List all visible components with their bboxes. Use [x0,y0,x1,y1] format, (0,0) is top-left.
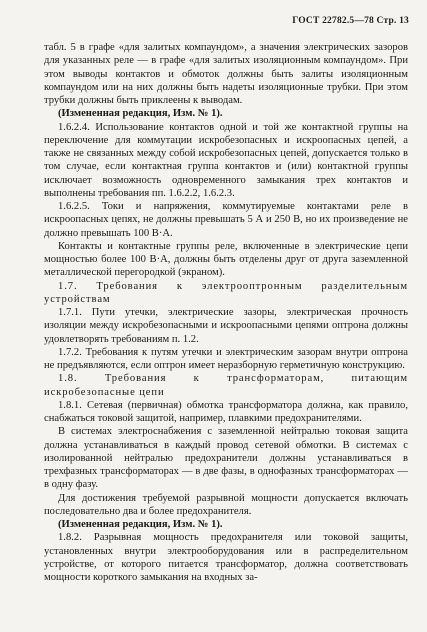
section-heading: 1.7. Требования к электрооптронным разделительным устройствам [44,280,408,305]
body-paragraph: 1.7.2. Требования к путям утечки и электрическим зазорам внутри оптрона не предъявляются, если оптрон имеет неразборную герметичную конструкцию. [44,346,408,371]
body-paragraph: Контакты и контактные группы реле, включенные в электрические цепи мощностью более 100 В·А, должны быть отделены друг от друга заземленной металлической перегородкой (экраном). [44,240,408,279]
body-paragraph: 1.7.1. Пути утечки, электрические зазоры, электрическая прочность изоляции между искробезопасными и искроопасными цепями оптрона должны удовлетворять требованиям п. 1.2. [44,307,408,345]
body-paragraph: 1.8.1. Сетевая (первичная) обмотка трансформатора должна, как правило, снабжаться токовой защитой, например, плавкими предохранителями. [44,399,408,424]
body-paragraph: 1.6.2.5. Токи и напряжения, коммутируемые контактами реле в искроопасных цепях, не должны превышать 5 А и 250 В, но их произведение не должно превышать 100 В·А. [44,201,408,239]
amendment-note: (Измененная редакция, Изм. № 1). [58,519,223,530]
section-heading: 1.8. Требования к трансформаторам, питающим искробезопасные цепи [44,373,408,398]
body-paragraph: В системах электроснабжения с заземленной нейтралью токовая защита должна устанавливаться в каждый провод сетевой обмотки. В системах с изолированной нейтралью предохранители должны устанавливаться в трехфазных трансформаторах — в две фазы, в однофазных трансформаторах — в одну фазу. [44,426,408,491]
page-header: ГОСТ 22782.5—78 Стр. 13 [292,16,409,26]
body-paragraph: 1.6.2.4. Использование контактов одной и той же контактной группы на переключение для коммутации искробезопасных и искроопасных цепей, а также не связанных между собой искробезопасных цепей, допускается только в том случае, если контактная группа контактов и (или) контактной группы исключает возможность одновременного замыкания трех контактов и выполнены требования пп. 1.6.2.2, 1.6.2.3. [44,121,408,199]
amendment-note: (Измененная редакция, Изм. № 1). [58,108,223,120]
body-paragraph: табл. 5 в графе «для залитых компаундом», а значения электрических зазоров для указанных реле — в графе «для залитых изоляционным компаундом». При этом выводы контактов и обмоток должны быть залиты изоляционным компаундом или на них должны быть надеты изоляционные трубки. При этом трубки должны быть приклеены к выводам. [44,42,408,106]
body-paragraph: Для достижения требуемой разрывной мощности допускается включать последовательно два и более предохранителя. [44,492,408,517]
page-body [44,41,408,584]
body-paragraph: 1.8.2. Разрывная мощность предохранителя или токовой защиты, установленных внутри электрооборудования или в распределительном устройстве, от которого питается трансформатор, должна соответствовать мощности короткого замыкания на входных за- [44,532,408,583]
